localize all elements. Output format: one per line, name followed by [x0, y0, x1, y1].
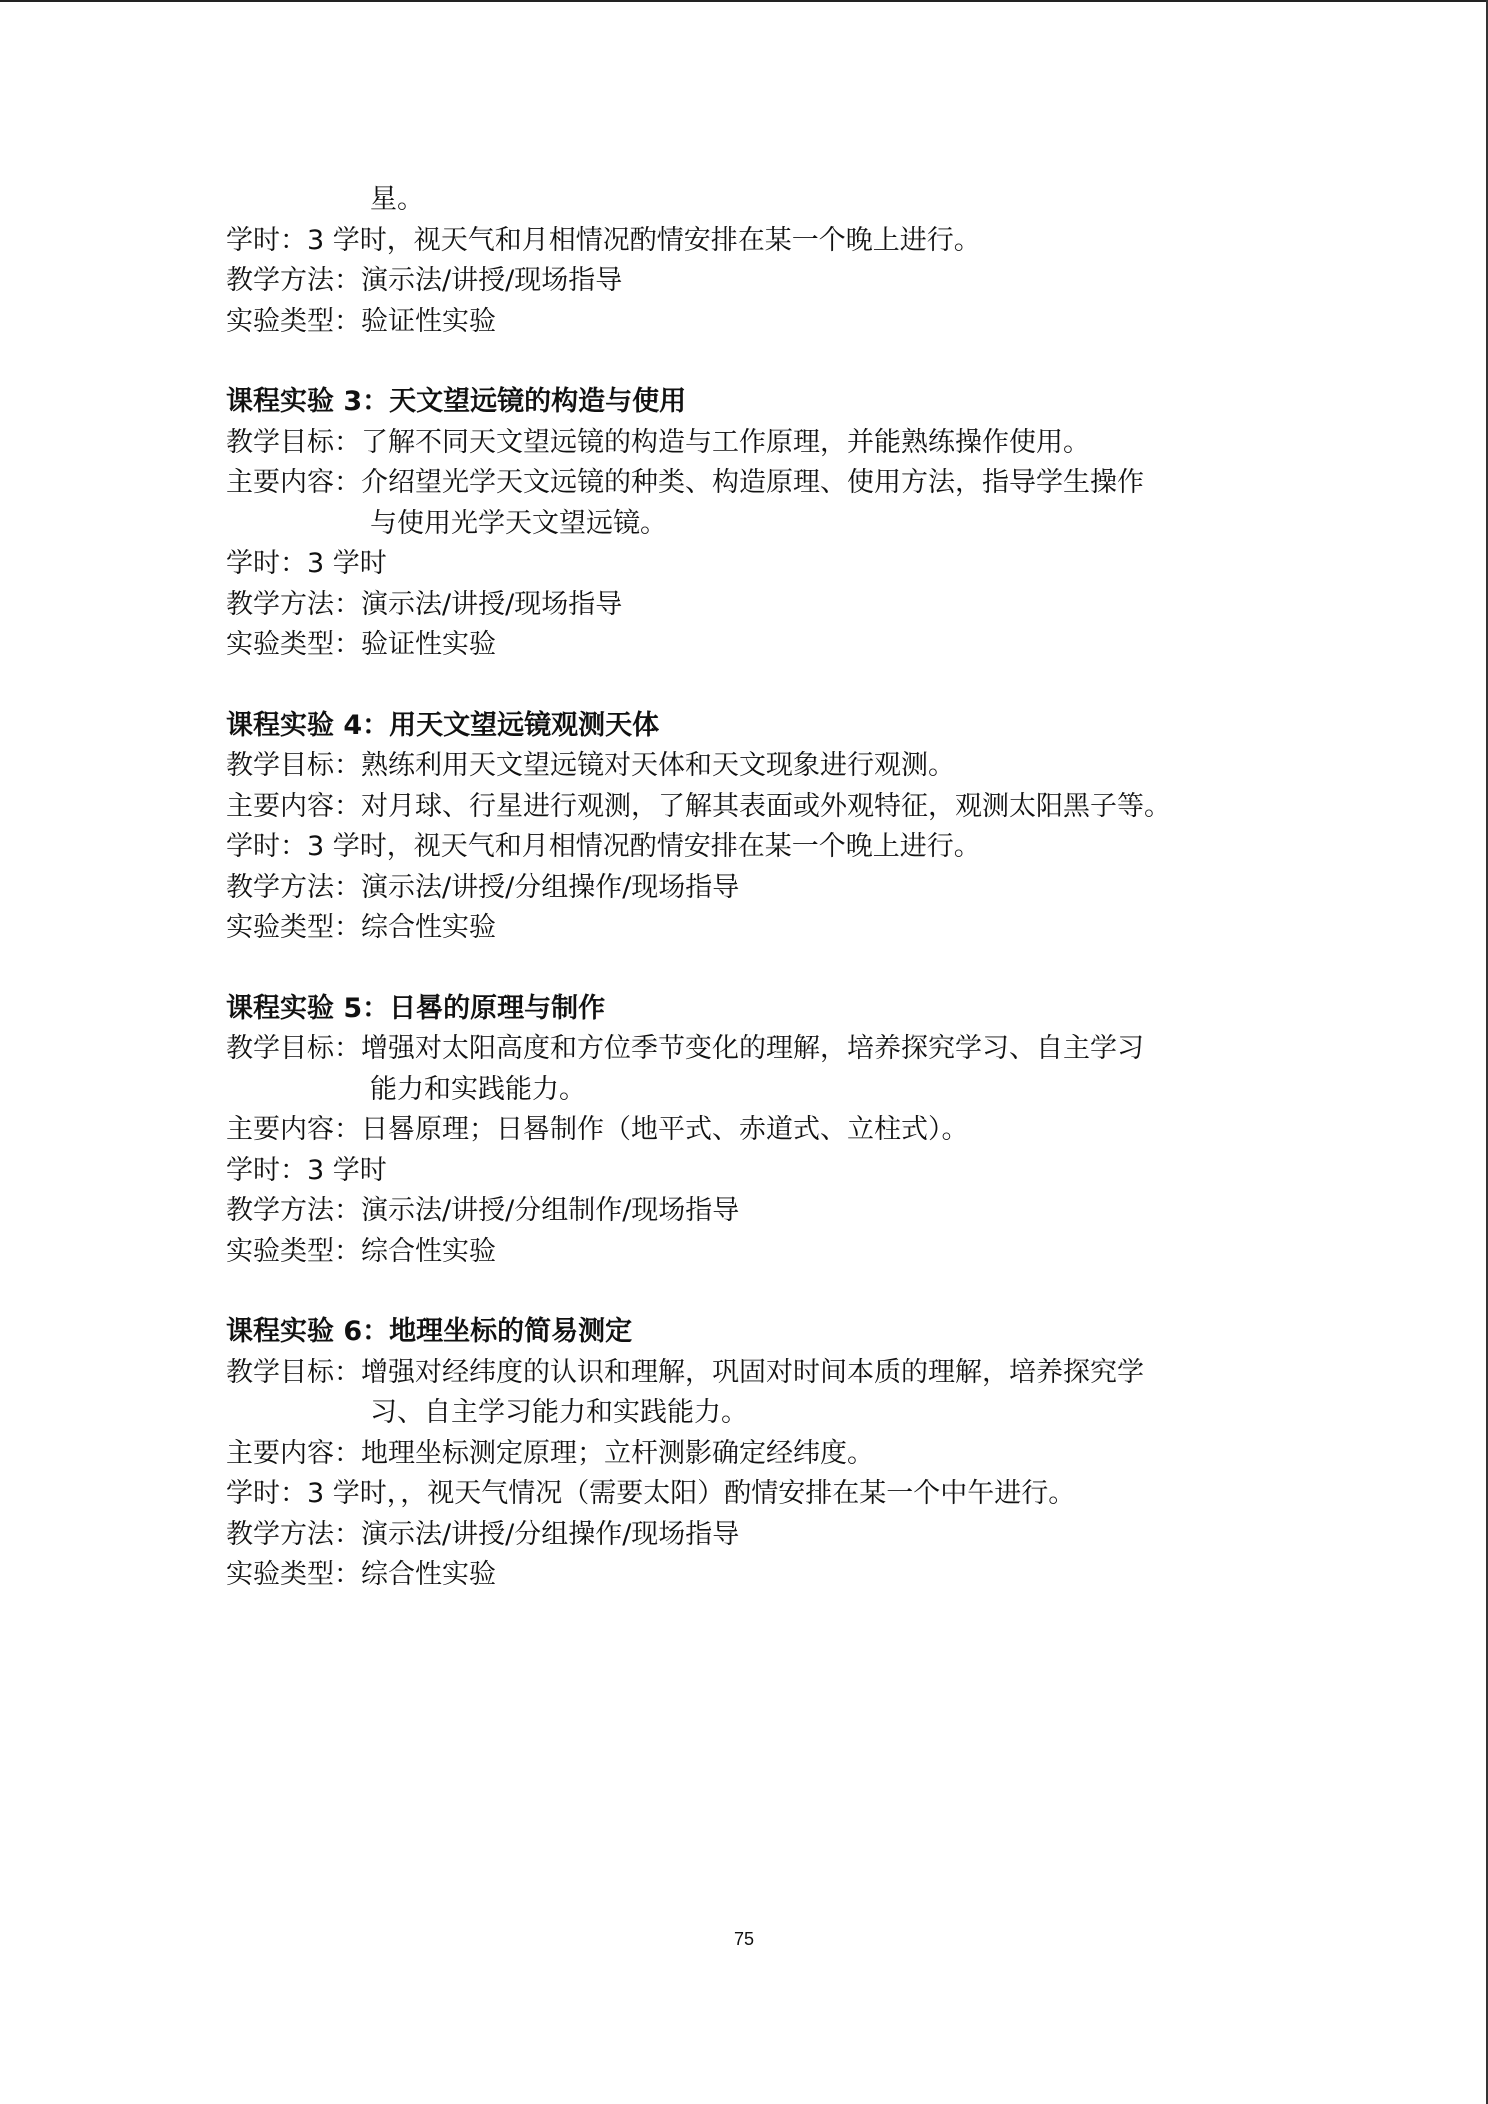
document-body: [226, 180, 1316, 1596]
method-line: 教学方法：演示法/讲授/现场指导: [226, 265, 623, 296]
section-gap: [226, 1272, 1316, 1312]
type-line: 实验类型：综合性实验: [226, 1235, 496, 1267]
experiment-6-section: [226, 1312, 1316, 1596]
experiment-3-section: [226, 382, 1316, 666]
section-gap: [226, 949, 1316, 989]
experiment-5-section: [226, 989, 1316, 1273]
type-line: 实验类型：验证性实验: [226, 305, 496, 337]
goal-line: 教学目标：增强对太阳高度和方位季节变化的理解，培养探究学习、自主学习: [226, 1033, 1144, 1064]
goal-line: 教学目标：增强对经纬度的认识和理解，巩固对时间本质的理解，培养探究学: [226, 1356, 1144, 1388]
content-line: 主要内容：介绍望光学天文远镜的种类、构造原理、使用方法，指导学生操作: [226, 467, 1144, 498]
goal-line: 教学目标：了解不同天文望远镜的构造与工作原理，并能熟练操作使用。: [226, 426, 1090, 458]
hours-line: 学时：3 学时: [226, 548, 387, 579]
hours-line: 学时：3 学时: [226, 1154, 387, 1186]
content-line: 主要内容：对月球、行星进行观测，了解其表面或外观特征，观测太阳黑子等。: [226, 790, 1171, 822]
hours-line: 学时：3 学时，视天气和月相情况酌情安排在某一个晚上进行。: [226, 831, 981, 862]
section-gap: [226, 342, 1316, 382]
method-line: 教学方法：演示法/讲授/分组制作/现场指导: [226, 1195, 740, 1226]
continued-text-line: 星。: [370, 184, 424, 215]
goal-line: 教学目标：熟练利用天文望远镜对天体和天文现象进行观测。: [226, 750, 955, 781]
type-line: 实验类型：综合性实验: [226, 912, 496, 943]
method-line: 教学方法：演示法/讲授/分组操作/现场指导: [226, 1518, 740, 1550]
page-number: 75: [733, 1929, 755, 1949]
method-line: 教学方法：演示法/讲授/现场指导: [226, 588, 623, 620]
hours-line: 学时：3 学时，视天气和月相情况酌情安排在某一个晚上进行。: [226, 224, 981, 256]
hours-line: 学时：3 学时，，视天气情况（需要太阳）酌情安排在某一个中午进行。: [226, 1478, 1076, 1509]
page-top-border: [0, 0, 1488, 2]
experiment-5-title: 课程实验 5：日晷的原理与制作: [226, 992, 606, 1024]
type-line: 实验类型：验证性实验: [226, 629, 496, 660]
method-line: 教学方法：演示法/讲授/分组操作/现场指导: [226, 871, 740, 903]
experiment-3-title: 课程实验 3：天文望远镜的构造与使用: [226, 386, 687, 417]
content-line: 主要内容：日晷原理；日晷制作（地平式、赤道式、立柱式）。: [226, 1114, 969, 1145]
experiment-4-section: [226, 706, 1316, 949]
type-line: 实验类型：综合性实验: [226, 1559, 496, 1590]
section-gap: [226, 666, 1316, 706]
content-line: 主要内容：地理坐标测定原理；立杆测影确定经纬度。: [226, 1437, 874, 1469]
goal-continuation-line: 习、自主学习能力和实践能力。: [370, 1397, 748, 1428]
experiment-4-title: 课程实验 4：用天文望远镜观测天体: [226, 709, 660, 741]
experiment-6-title: 课程实验 6：地理坐标的简易测定: [226, 1316, 633, 1347]
content-continuation-line: 与使用光学天文望远镜。: [370, 507, 667, 539]
goal-continuation-line: 能力和实践能力。: [370, 1073, 586, 1105]
